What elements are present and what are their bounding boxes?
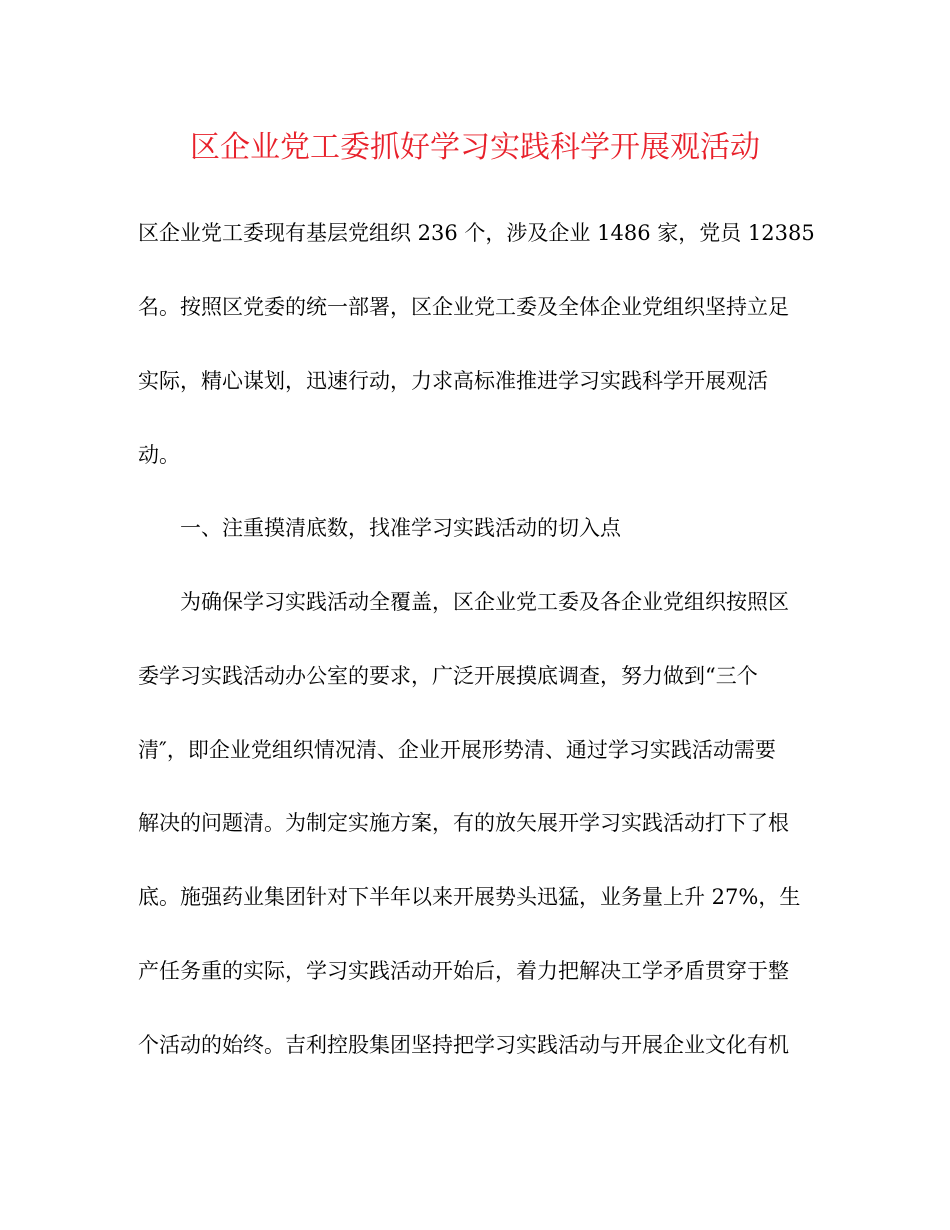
paragraph-2-line-7: 个活动的始终。吉利控股集团坚持把学习实践活动与开展企业文化有机 [138, 1033, 789, 1057]
paragraph-2-line-6: 产任务重的实际，学习实践活动开始后，着力把解决工学矛盾贯穿于整 [138, 959, 789, 983]
paragraph-2-line-3: 清″，即企业党组织情况清、企业开展形势清、通过学习实践活动需要 [138, 738, 776, 762]
paragraph-1-line-1: 区企业党工委现有基层党组织 236 个，涉及企业 1486 家，党员 12385 [138, 221, 815, 245]
paragraph-2-line-5: 底。施强药业集团针对下半年以来开展势头迅猛，业务量上升 27%，生 [138, 885, 801, 909]
paragraph-2-line-1: 为确保学习实践活动全覆盖，区企业党工委及各企业党组织按照区 [180, 590, 789, 614]
document-title: 区企业党工委抓好学习实践科学开展观活动 [190, 130, 760, 165]
paragraph-1-line-4: 动。 [138, 443, 180, 467]
paragraph-2-line-4: 解决的问题清。为制定实施方案，有的放矢展开学习实践活动打下了根 [138, 811, 789, 835]
paragraph-1-line-2: 名。按照区党委的统一部署，区企业党工委及全体企业党组织坚持立足 [138, 295, 789, 319]
section-heading-1: 一、注重摸清底数，找准学习实践活动的切入点 [180, 516, 621, 540]
paragraph-1-line-3: 实际，精心谋划，迅速行动，力求高标准推进学习实践科学开展观活 [138, 369, 768, 393]
paragraph-2-line-2: 委学习实践活动办公室的要求，广泛开展摸底调查，努力做到“三个 [138, 664, 758, 688]
